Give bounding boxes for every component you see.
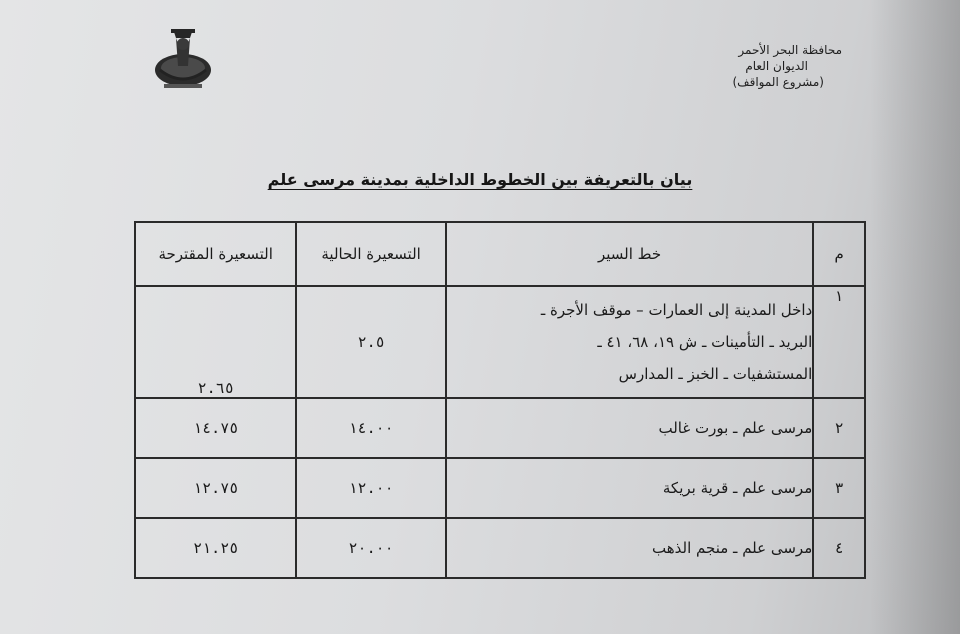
header-m: م [813, 222, 865, 286]
proposed-fare: ٢١.٢٥ [135, 518, 296, 578]
route-cell [446, 286, 813, 398]
current-fare: ١٤.٠٠ [296, 398, 445, 458]
current-fare: ٢٠.٠٠ [296, 518, 445, 578]
current-fare: ٢.٥ [296, 286, 445, 398]
row-number: ١ [813, 286, 865, 398]
table-header-row [135, 222, 865, 286]
header-proposed: التسعيرة المقترحة [135, 222, 296, 286]
header-current: التسعيرة الحالية [296, 222, 445, 286]
row-number: ٣ [813, 458, 865, 518]
route-cell: مرسى علم ـ بورت غالب [446, 398, 813, 458]
route-cell: مرسى علم ـ قرية بريكة [446, 458, 813, 518]
route-line-part: داخل المدينة إلى العمارات – موقف الأجرة ـ [540, 301, 813, 319]
route-line-part: المستشفيات ـ الخبز ـ المدارس [618, 365, 813, 383]
table-row [135, 458, 865, 518]
route-line-part: البريد ـ التأمينات ـ ش ١٩، ٦٨، ٤١ ـ [597, 333, 813, 351]
proposed-fare: ٢.٦٥ [135, 286, 296, 398]
row-number: ٢ [813, 398, 865, 458]
header-office: الديوان العام [745, 59, 808, 73]
header-governorate: محافظة البحر الأحمر [738, 43, 842, 57]
fare-table [134, 221, 866, 579]
table-row [135, 286, 865, 398]
header-block [732, 42, 842, 90]
proposed-fare: ١٢.٧٥ [135, 458, 296, 518]
current-fare: ١٢.٠٠ [296, 458, 445, 518]
governorate-emblem-icon [150, 18, 216, 94]
table-row [135, 398, 865, 458]
page-title: بيان بالتعريفة بين الخطوط الداخلية بمدينة مرسى علم [267, 170, 693, 189]
proposed-fare: ١٤.٧٥ [135, 398, 296, 458]
header-project: (مشروع المواقف) [732, 75, 824, 89]
page-shadow [870, 0, 960, 634]
row-number: ٤ [813, 518, 865, 578]
table-row [135, 518, 865, 578]
header-line: خط السير [446, 222, 813, 286]
route-cell: مرسى علم ـ منجم الذهب [446, 518, 813, 578]
